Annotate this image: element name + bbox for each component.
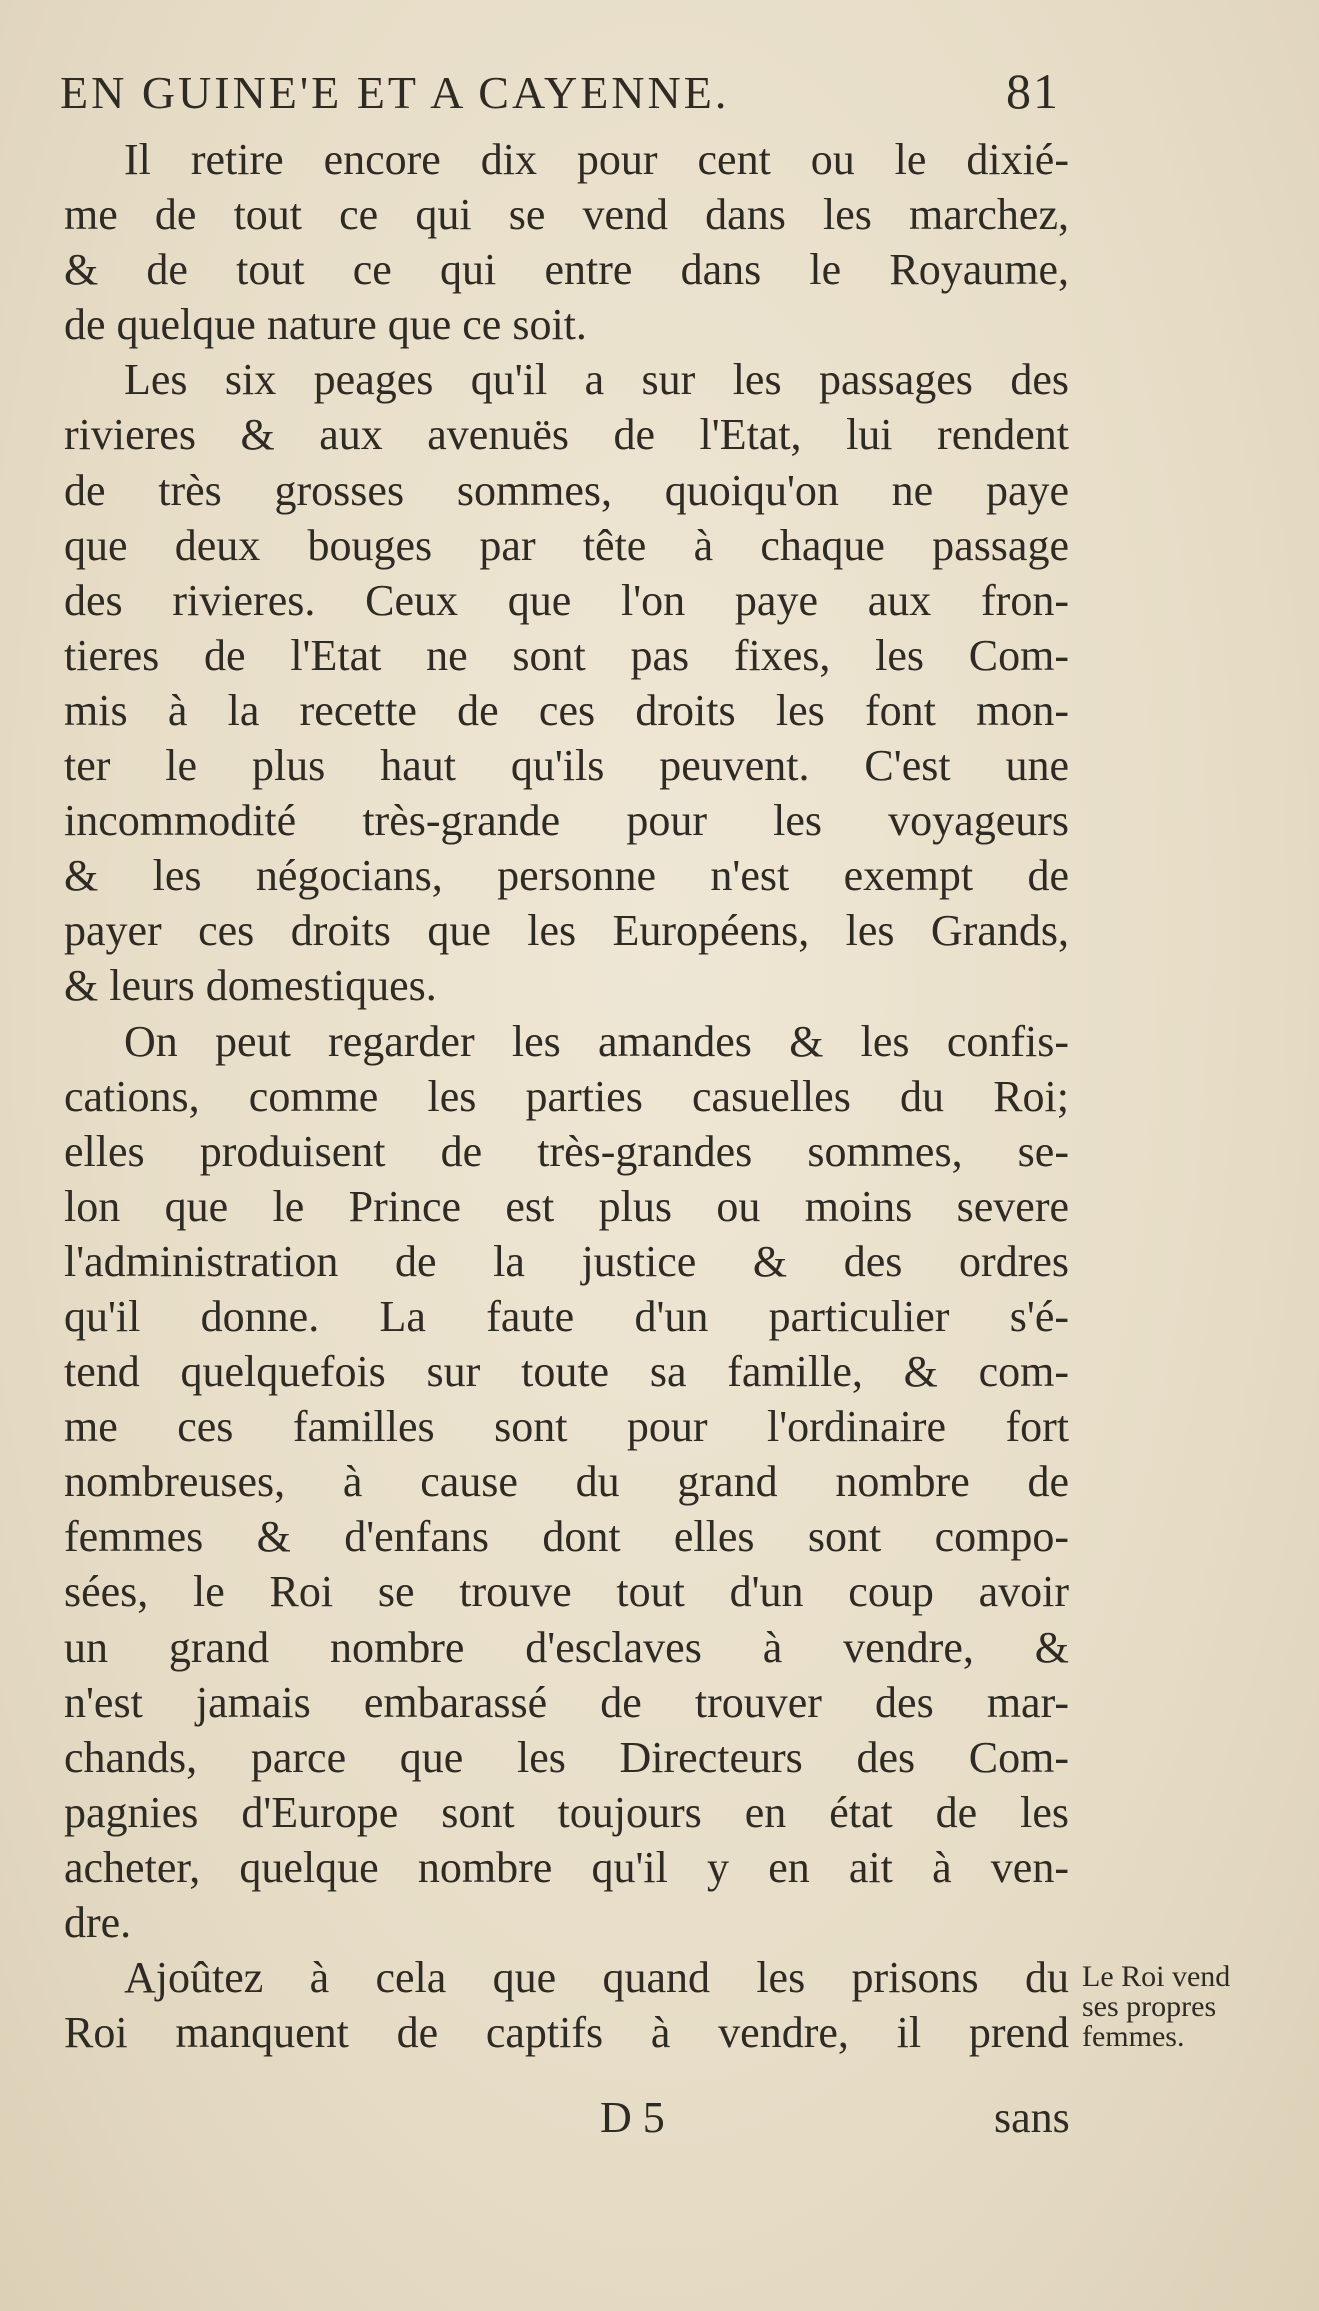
text-line: rivieres & aux avenuës de l'Etat, lui rendent xyxy=(64,410,1069,460)
text-line: qu'il donne. La faute d'un particulier s'é- xyxy=(64,1291,1069,1341)
margin-note-line: femmes. xyxy=(1082,2020,1185,2053)
text-line: tend quelquefois sur toute sa famille, & com- xyxy=(64,1347,1069,1397)
text-line: elles produisent de très-grandes sommes, se- xyxy=(64,1126,1069,1176)
text-line: femmes & d'enfans dont elles sont compo- xyxy=(64,1512,1069,1562)
text-line: Ajoûtez à cela que quand les prisons du xyxy=(124,1953,1069,2003)
signature-mark: D 5 xyxy=(600,2093,665,2142)
text-line: l'administration de la justice & des ordres xyxy=(64,1236,1069,1286)
margin-note xyxy=(1082,1962,1302,2052)
text-line: & les négocians, personne n'est exempt de xyxy=(64,851,1069,901)
text-line: me ces familles sont pour l'ordinaire fort xyxy=(64,1402,1069,1452)
text-line: nombreuses, à cause du grand nombre de xyxy=(64,1457,1069,1507)
text-line: chands, parce que les Directeurs des Com- xyxy=(64,1732,1069,1782)
text-line: pagnies d'Europe sont toujours en état de les xyxy=(64,1787,1069,1837)
text-line: payer ces droits que les Européens, les Grands, xyxy=(64,906,1069,956)
text-line: un grand nombre d'esclaves à vendre, & xyxy=(64,1622,1069,1672)
text-line: Il retire encore dix pour cent ou le dixié- xyxy=(124,135,1069,184)
running-head: EN GUINE'E ET A CAYENNE. xyxy=(60,67,730,118)
text-line: cations, comme les parties casuelles du Roi; xyxy=(64,1071,1069,1121)
text-line: acheter, quelque nombre qu'il y en ait à ven- xyxy=(64,1842,1069,1892)
text-line: que deux bouges par tête à chaque passage xyxy=(64,520,1069,570)
text-line: n'est jamais embarassé de trouver des mar- xyxy=(64,1677,1069,1727)
text-line: Les six peages qu'il a sur les passages des xyxy=(124,355,1069,405)
text-line: des rivieres. Ceux que l'on paye aux fron- xyxy=(64,575,1069,625)
text-line: On peut regarder les amandes & les confis- xyxy=(124,1016,1069,1066)
text-line: tieres de l'Etat ne sont pas fixes, les Com- xyxy=(64,630,1069,680)
page-header xyxy=(60,62,1060,120)
text-line: incommodité très-grande pour les voyageurs xyxy=(64,796,1069,846)
margin-note-line: Le Roi vend xyxy=(1082,1960,1231,1993)
text-line: Roi manquent de captifs à vendre, il prend xyxy=(64,2008,1069,2058)
text-line: & leurs domestiques. xyxy=(64,961,437,1011)
text-line: de quelque nature que ce soit. xyxy=(64,300,587,350)
margin-note-line: ses propres xyxy=(1082,1990,1217,2023)
text-line: sées, le Roi se trouve tout d'un coup avoir xyxy=(64,1567,1069,1617)
text-line: mis à la recette de ces droits les font mon- xyxy=(64,685,1069,735)
catchword: sans xyxy=(994,2093,1070,2142)
text-line: ter le plus haut qu'ils peuvent. C'est une xyxy=(64,741,1069,791)
text-line: de très grosses sommes, quoiqu'on ne paye xyxy=(64,465,1069,515)
text-line: me de tout ce qui se vend dans les marchez, xyxy=(64,190,1069,240)
text-line: dre. xyxy=(64,1898,132,1947)
body-text xyxy=(64,132,1069,2060)
page-number: 81 xyxy=(1006,63,1060,119)
text-line: lon que le Prince est plus ou moins severe xyxy=(64,1181,1069,1231)
text-line: & de tout ce qui entre dans le Royaume, xyxy=(64,245,1069,295)
page-footer xyxy=(0,2092,1319,2152)
